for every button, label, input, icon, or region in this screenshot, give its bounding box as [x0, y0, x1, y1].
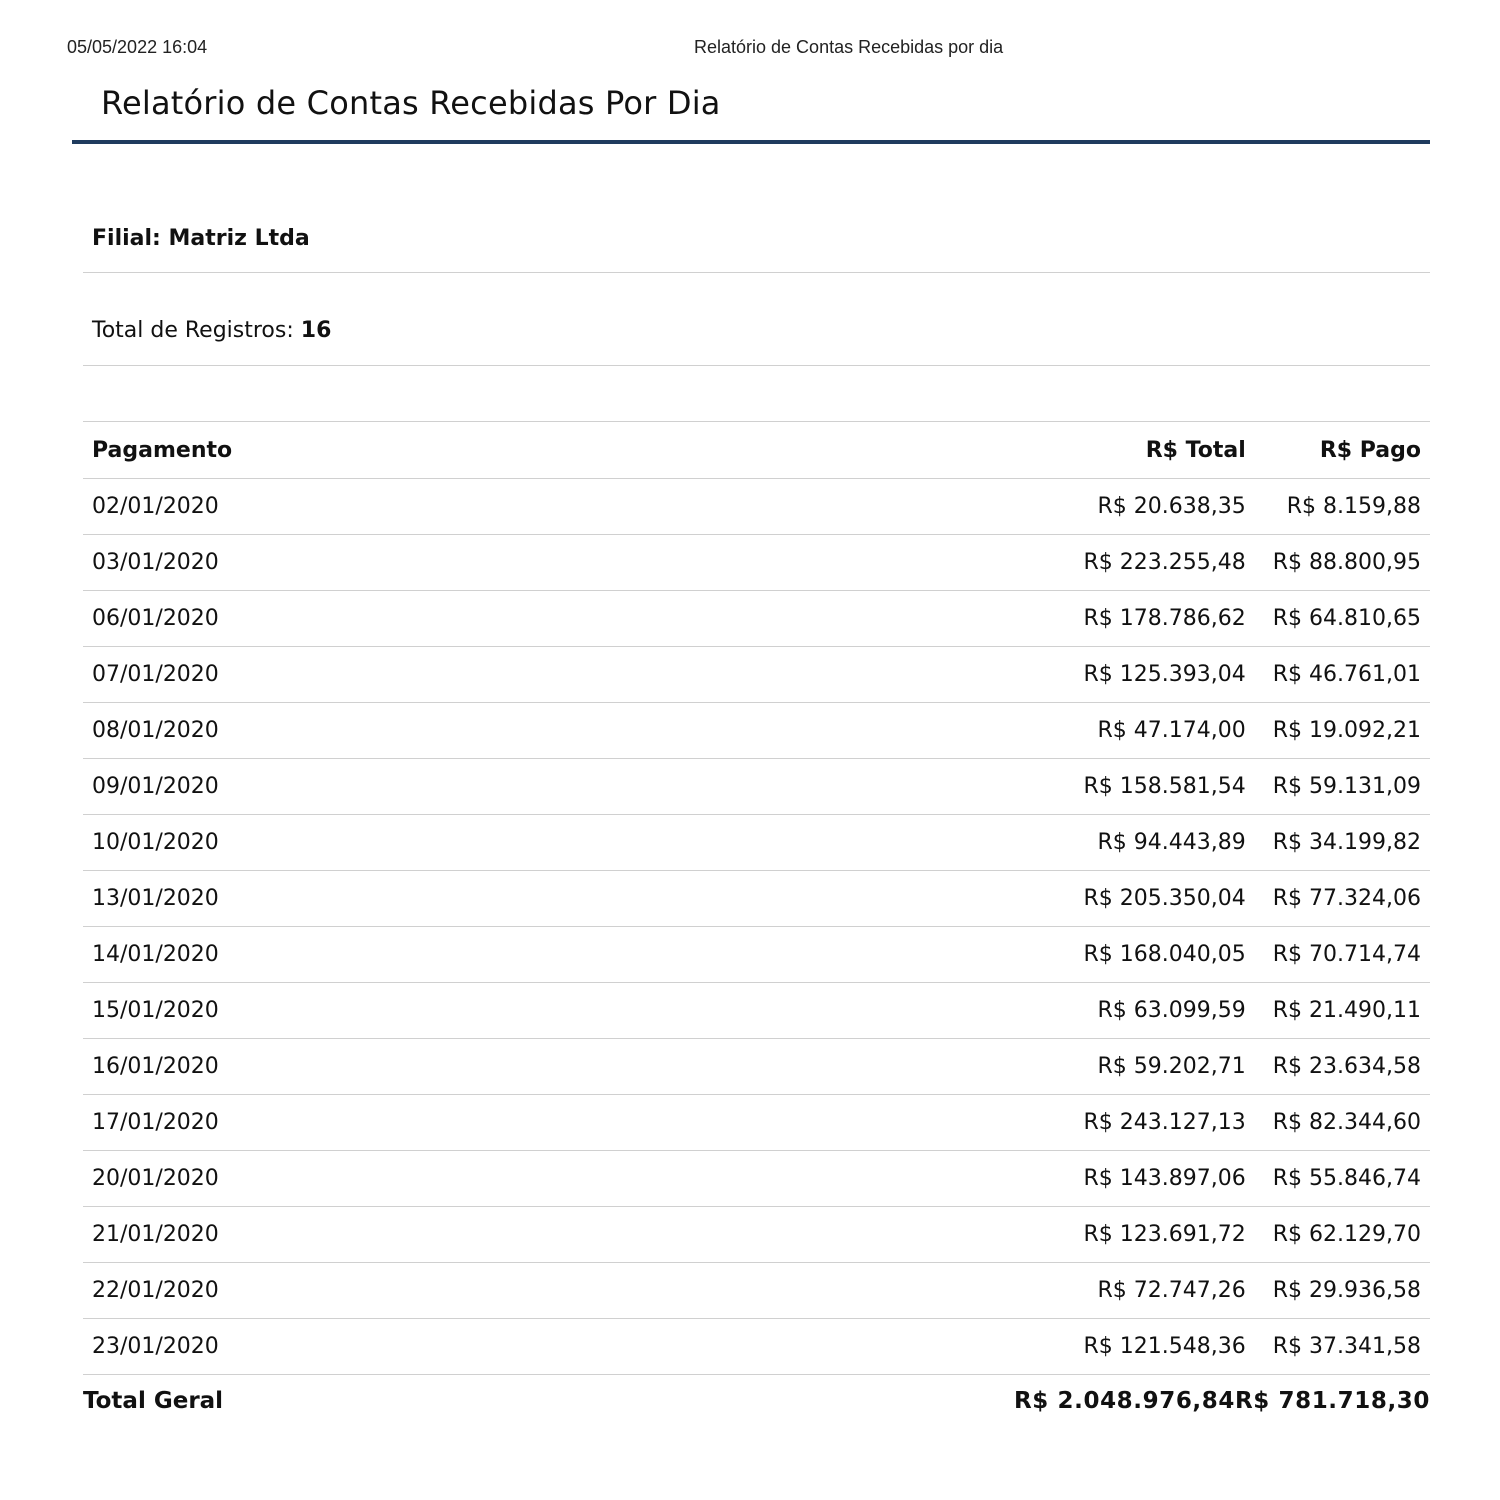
cell-total: R$ 59.202,71: [1075, 1039, 1264, 1095]
cell-pago: R$ 59.131,09: [1264, 759, 1430, 815]
cell-total: R$ 47.174,00: [1075, 703, 1264, 759]
total-registros-label: Total de Registros:: [92, 318, 294, 343]
total-registros-value: 16: [300, 318, 332, 343]
cell-date: 08/01/2020: [83, 703, 1075, 759]
filial-label: Filial:: [92, 226, 161, 251]
table-row: [83, 1319, 1430, 1375]
table-row: [83, 815, 1430, 871]
cell-pago: R$ 23.634,58: [1264, 1039, 1430, 1095]
table-row: [83, 479, 1430, 535]
cell-total: R$ 125.393,04: [1075, 647, 1264, 703]
table-row: [83, 983, 1430, 1039]
table-row: [83, 1207, 1430, 1263]
table-row: [83, 591, 1430, 647]
cell-date: 06/01/2020: [83, 591, 1075, 647]
cell-date: 14/01/2020: [83, 927, 1075, 983]
cell-pago: R$ 46.761,01: [1264, 647, 1430, 703]
cell-pago: R$ 19.092,21: [1264, 703, 1430, 759]
cell-total: R$ 178.786,62: [1075, 591, 1264, 647]
cell-total: R$ 63.099,59: [1075, 983, 1264, 1039]
grand-total-values: [1014, 1388, 1430, 1414]
cell-pago: R$ 55.846,74: [1264, 1151, 1430, 1207]
cell-date: 22/01/2020: [83, 1263, 1075, 1319]
title-divider: [72, 140, 1430, 144]
cell-total: R$ 94.443,89: [1075, 815, 1264, 871]
header-pagamento: Pagamento: [83, 422, 1075, 479]
header-total: R$ Total: [1075, 422, 1264, 479]
cell-date: 23/01/2020: [83, 1319, 1075, 1375]
grand-total-total: R$ 2.048.976,84: [1014, 1388, 1235, 1414]
cell-pago: R$ 29.936,58: [1264, 1263, 1430, 1319]
total-registros-info: [83, 318, 1430, 366]
cell-total: R$ 205.350,04: [1075, 871, 1264, 927]
grand-total-row: [83, 1388, 1430, 1420]
cell-total: R$ 168.040,05: [1075, 927, 1264, 983]
cell-pago: R$ 70.714,74: [1264, 927, 1430, 983]
cell-date: 09/01/2020: [83, 759, 1075, 815]
cell-total: R$ 121.548,36: [1075, 1319, 1264, 1375]
table-row: [83, 1151, 1430, 1207]
table-row: [83, 871, 1430, 927]
cell-pago: R$ 8.159,88: [1264, 479, 1430, 535]
report-title: Relatório de Contas Recebidas Por Dia: [101, 84, 721, 122]
print-header: [0, 37, 1500, 61]
table-row: [83, 647, 1430, 703]
cell-date: 21/01/2020: [83, 1207, 1075, 1263]
cell-pago: R$ 64.810,65: [1264, 591, 1430, 647]
cell-pago: R$ 37.341,58: [1264, 1319, 1430, 1375]
table-row: [83, 927, 1430, 983]
header-pago: R$ Pago: [1264, 422, 1430, 479]
cell-date: 15/01/2020: [83, 983, 1075, 1039]
table-row: [83, 1039, 1430, 1095]
cell-total: R$ 243.127,13: [1075, 1095, 1264, 1151]
cell-date: 16/01/2020: [83, 1039, 1075, 1095]
grand-total-label: Total Geral: [83, 1388, 224, 1414]
table-row: [83, 703, 1430, 759]
cell-total: R$ 20.638,35: [1075, 479, 1264, 535]
cell-pago: R$ 34.199,82: [1264, 815, 1430, 871]
table-row: [83, 1095, 1430, 1151]
cell-date: 10/01/2020: [83, 815, 1075, 871]
cell-pago: R$ 21.490,11: [1264, 983, 1430, 1039]
table-body: [83, 479, 1430, 1375]
table-header-row: [83, 422, 1430, 479]
grand-total-pago: R$ 781.718,30: [1234, 1388, 1430, 1414]
cell-date: 13/01/2020: [83, 871, 1075, 927]
table-row: [83, 535, 1430, 591]
cell-pago: R$ 62.129,70: [1264, 1207, 1430, 1263]
table-row: [83, 1263, 1430, 1319]
cell-date: 03/01/2020: [83, 535, 1075, 591]
cell-pago: R$ 88.800,95: [1264, 535, 1430, 591]
cell-pago: R$ 77.324,06: [1264, 871, 1430, 927]
cell-date: 20/01/2020: [83, 1151, 1075, 1207]
print-page-title: Relatório de Contas Recebidas por dia: [694, 37, 1004, 57]
filial-value: Matriz Ltda: [168, 226, 310, 251]
cell-pago: R$ 82.344,60: [1264, 1095, 1430, 1151]
cell-total: R$ 158.581,54: [1075, 759, 1264, 815]
cell-total: R$ 72.747,26: [1075, 1263, 1264, 1319]
print-datetime: 05/05/2022 16:04: [67, 37, 208, 57]
table-row: [83, 759, 1430, 815]
cell-total: R$ 223.255,48: [1075, 535, 1264, 591]
cell-total: R$ 143.897,06: [1075, 1151, 1264, 1207]
filial-info: [83, 226, 1430, 273]
cell-date: 07/01/2020: [83, 647, 1075, 703]
payments-table: [83, 421, 1430, 1375]
cell-date: 17/01/2020: [83, 1095, 1075, 1151]
cell-date: 02/01/2020: [83, 479, 1075, 535]
cell-total: R$ 123.691,72: [1075, 1207, 1264, 1263]
